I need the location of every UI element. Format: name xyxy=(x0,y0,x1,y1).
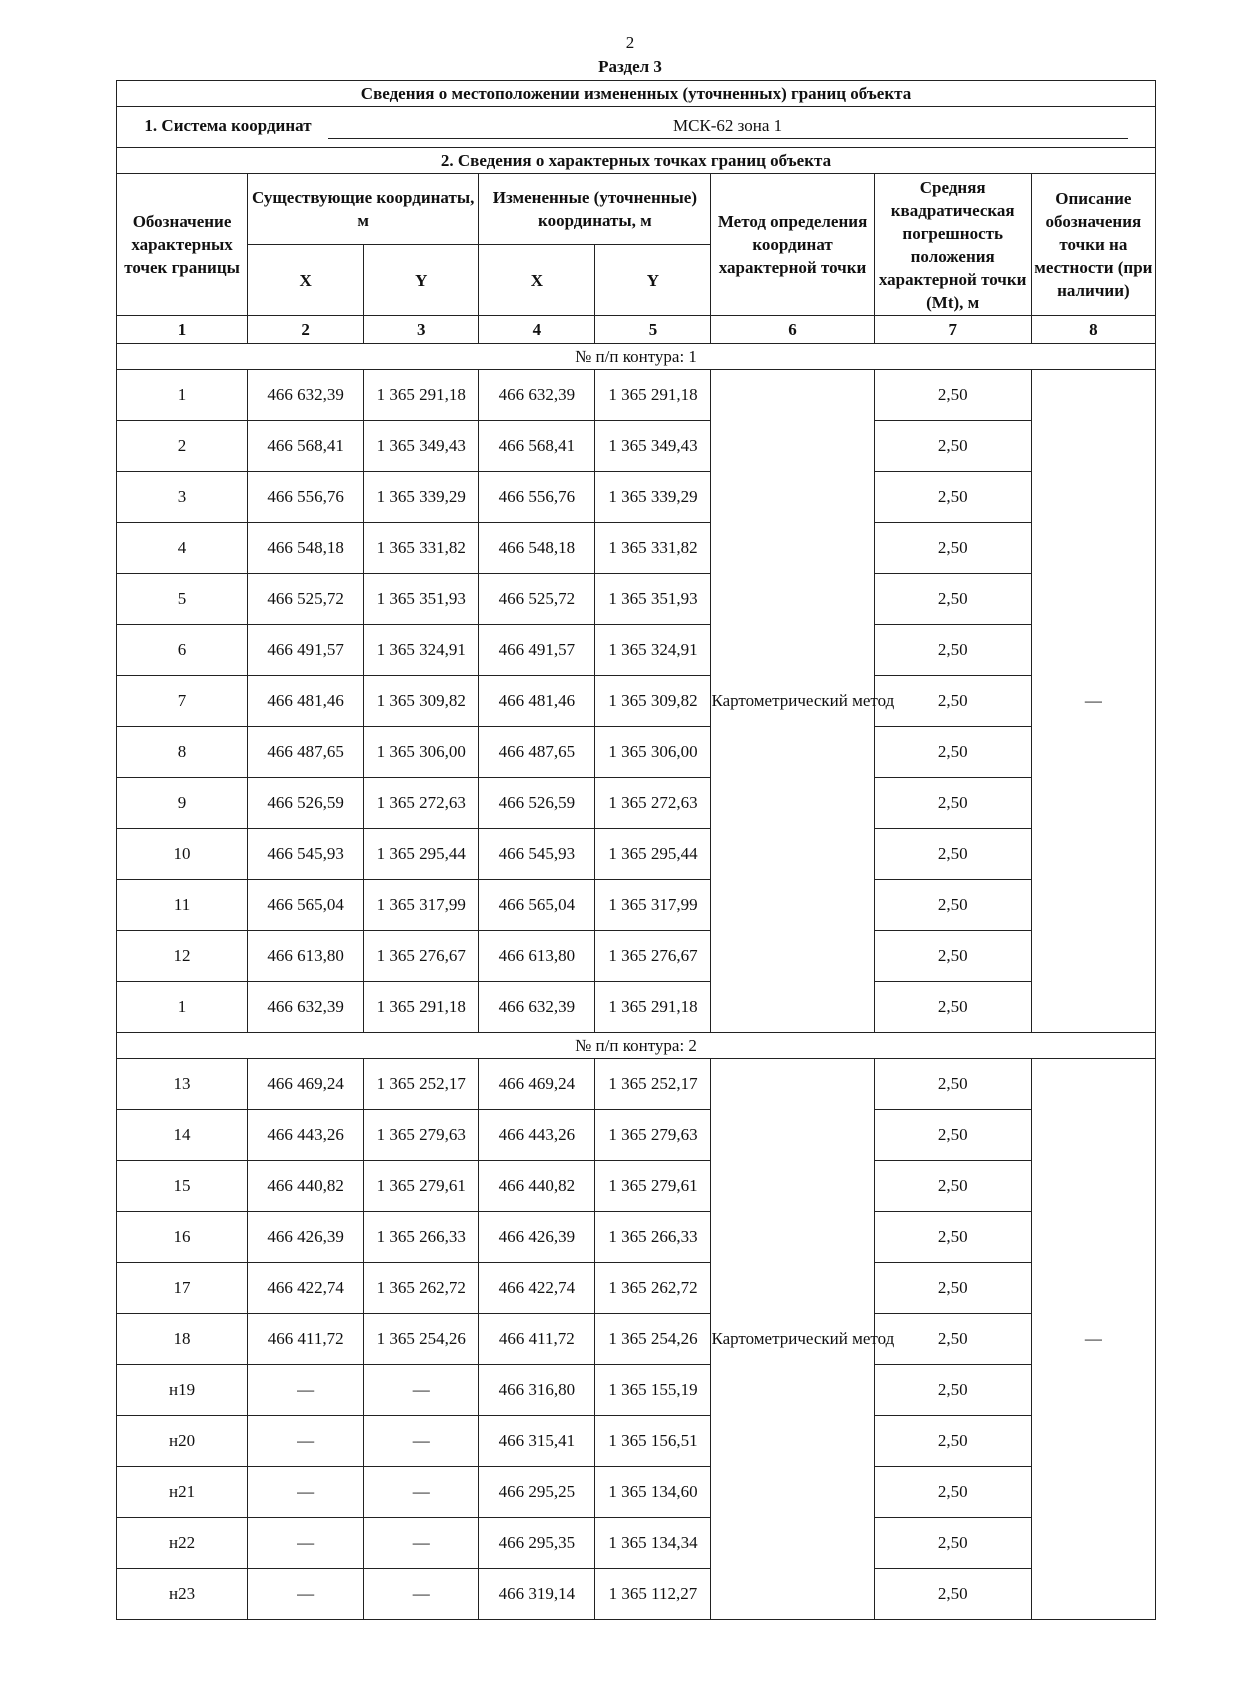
changed-y: 1 365 331,82 xyxy=(595,523,711,574)
changed-y: 1 365 279,63 xyxy=(595,1110,711,1161)
table-row xyxy=(117,982,1156,1033)
existing-x: 466 526,59 xyxy=(248,778,364,829)
table-row xyxy=(117,1110,1156,1161)
mt-value: 2,50 xyxy=(874,1161,1031,1212)
contour-label: № п/п контура: 2 xyxy=(117,1033,1156,1059)
changed-x: 466 440,82 xyxy=(479,1161,595,1212)
changed-x: 466 295,35 xyxy=(479,1518,595,1569)
point-id: 4 xyxy=(117,523,248,574)
changed-y: 1 365 317,99 xyxy=(595,880,711,931)
changed-x: 466 568,41 xyxy=(479,421,595,472)
existing-x: 466 568,41 xyxy=(248,421,364,472)
existing-x: 466 491,57 xyxy=(248,625,364,676)
table-row xyxy=(117,1212,1156,1263)
mt-value: 2,50 xyxy=(874,1263,1031,1314)
existing-x: 466 487,65 xyxy=(248,727,364,778)
existing-x: 466 525,72 xyxy=(248,574,364,625)
section-title: Раздел 3 xyxy=(598,57,662,76)
table-row xyxy=(117,829,1156,880)
mt-value: 2,50 xyxy=(874,1569,1031,1620)
existing-x: — xyxy=(248,1467,364,1518)
existing-y: 1 365 291,18 xyxy=(364,370,479,421)
header-method: Метод определения координат характерной точки xyxy=(711,174,874,316)
changed-x: 466 422,74 xyxy=(479,1263,595,1314)
points-section-title: 2. Сведения о характерных точках границ объекта xyxy=(117,148,1156,174)
contour-label: № п/п контура: 1 xyxy=(117,344,1156,370)
table-row xyxy=(117,1569,1156,1620)
table-row xyxy=(117,1467,1156,1518)
changed-y: 1 365 112,27 xyxy=(595,1569,711,1620)
changed-y: 1 365 134,60 xyxy=(595,1467,711,1518)
existing-y: 1 365 262,72 xyxy=(364,1263,479,1314)
changed-y: 1 365 339,29 xyxy=(595,472,711,523)
point-id: 11 xyxy=(117,880,248,931)
existing-x: 466 613,80 xyxy=(248,931,364,982)
changed-x: 466 315,41 xyxy=(479,1416,595,1467)
changed-y: 1 365 351,93 xyxy=(595,574,711,625)
boundary-table xyxy=(116,80,1156,1620)
mt-value: 2,50 xyxy=(874,625,1031,676)
existing-y: — xyxy=(364,1467,479,1518)
existing-x: 466 556,76 xyxy=(248,472,364,523)
changed-x: 466 632,39 xyxy=(479,982,595,1033)
header-existing-y: Y xyxy=(364,245,479,316)
changed-y: 1 365 155,19 xyxy=(595,1365,711,1416)
mt-value: 2,50 xyxy=(874,1467,1031,1518)
table-row xyxy=(117,1161,1156,1212)
changed-x: 466 548,18 xyxy=(479,523,595,574)
point-id: 8 xyxy=(117,727,248,778)
point-id: н19 xyxy=(117,1365,248,1416)
changed-y: 1 365 254,26 xyxy=(595,1314,711,1365)
changed-y: 1 365 349,43 xyxy=(595,421,711,472)
existing-x: 466 443,26 xyxy=(248,1110,364,1161)
table-row xyxy=(117,1416,1156,1467)
column-number: 1 xyxy=(117,316,248,344)
existing-x: 466 422,74 xyxy=(248,1263,364,1314)
existing-x: 466 469,24 xyxy=(248,1059,364,1110)
changed-y: 1 365 309,82 xyxy=(595,676,711,727)
mt-value: 2,50 xyxy=(874,421,1031,472)
changed-x: 466 613,80 xyxy=(479,931,595,982)
existing-x: 466 548,18 xyxy=(248,523,364,574)
point-id: 1 xyxy=(117,370,248,421)
changed-y: 1 365 252,17 xyxy=(595,1059,711,1110)
existing-x: 466 632,39 xyxy=(248,982,364,1033)
changed-y: 1 365 291,18 xyxy=(595,982,711,1033)
point-id: н22 xyxy=(117,1518,248,1569)
header-point-designation: Обозначение характерных точек границы xyxy=(117,174,248,316)
changed-y: 1 365 266,33 xyxy=(595,1212,711,1263)
column-number: 4 xyxy=(479,316,595,344)
existing-x: — xyxy=(248,1569,364,1620)
existing-y: 1 365 291,18 xyxy=(364,982,479,1033)
table-row xyxy=(117,880,1156,931)
changed-y: 1 365 272,63 xyxy=(595,778,711,829)
table-row xyxy=(117,1263,1156,1314)
existing-y: — xyxy=(364,1569,479,1620)
existing-x: — xyxy=(248,1518,364,1569)
changed-x: 466 632,39 xyxy=(479,370,595,421)
table-row xyxy=(117,778,1156,829)
existing-y: 1 365 331,82 xyxy=(364,523,479,574)
point-id: 3 xyxy=(117,472,248,523)
table-row xyxy=(117,472,1156,523)
existing-x: 466 440,82 xyxy=(248,1161,364,1212)
existing-y: — xyxy=(364,1365,479,1416)
point-id: 17 xyxy=(117,1263,248,1314)
changed-y: 1 365 279,61 xyxy=(595,1161,711,1212)
point-id: 15 xyxy=(117,1161,248,1212)
mt-value: 2,50 xyxy=(874,1212,1031,1263)
point-id: н21 xyxy=(117,1467,248,1518)
changed-y: 1 365 295,44 xyxy=(595,829,711,880)
point-id: 7 xyxy=(117,676,248,727)
existing-y: 1 365 252,17 xyxy=(364,1059,479,1110)
table-row xyxy=(117,370,1156,421)
changed-y: 1 365 262,72 xyxy=(595,1263,711,1314)
changed-x: 466 565,04 xyxy=(479,880,595,931)
table-row xyxy=(117,574,1156,625)
point-id: 18 xyxy=(117,1314,248,1365)
existing-y: — xyxy=(364,1416,479,1467)
point-id: н20 xyxy=(117,1416,248,1467)
point-id: 6 xyxy=(117,625,248,676)
column-number: 2 xyxy=(248,316,364,344)
existing-y: 1 365 295,44 xyxy=(364,829,479,880)
column-number: 8 xyxy=(1031,316,1155,344)
table-row xyxy=(117,1365,1156,1416)
table-row xyxy=(117,523,1156,574)
existing-y: 1 365 324,91 xyxy=(364,625,479,676)
existing-y: 1 365 317,99 xyxy=(364,880,479,931)
existing-y: 1 365 351,93 xyxy=(364,574,479,625)
point-id: 1 xyxy=(117,982,248,1033)
changed-x: 466 526,59 xyxy=(479,778,595,829)
mt-value: 2,50 xyxy=(874,727,1031,778)
point-id: 12 xyxy=(117,931,248,982)
changed-x: 466 481,46 xyxy=(479,676,595,727)
existing-y: — xyxy=(364,1518,479,1569)
existing-x: 466 632,39 xyxy=(248,370,364,421)
table-row xyxy=(117,1518,1156,1569)
point-id: 16 xyxy=(117,1212,248,1263)
mt-value: 2,50 xyxy=(874,523,1031,574)
mt-value: 2,50 xyxy=(874,1365,1031,1416)
changed-y: 1 365 156,51 xyxy=(595,1416,711,1467)
point-id: 5 xyxy=(117,574,248,625)
changed-y: 1 365 306,00 xyxy=(595,727,711,778)
description-cell: — xyxy=(1031,370,1155,1033)
table-row xyxy=(117,931,1156,982)
method-cell: Картометрический метод xyxy=(711,1059,874,1620)
mt-value: 2,50 xyxy=(874,1314,1031,1365)
header-existing-x: X xyxy=(248,245,364,316)
changed-y: 1 365 276,67 xyxy=(595,931,711,982)
table-row xyxy=(117,421,1156,472)
changed-x: 466 469,24 xyxy=(479,1059,595,1110)
existing-y: 1 365 279,63 xyxy=(364,1110,479,1161)
table-row xyxy=(117,676,1156,727)
existing-y: 1 365 254,26 xyxy=(364,1314,479,1365)
mt-value: 2,50 xyxy=(874,982,1031,1033)
mt-value: 2,50 xyxy=(874,880,1031,931)
existing-x: — xyxy=(248,1365,364,1416)
column-number: 6 xyxy=(711,316,874,344)
existing-y: 1 365 276,67 xyxy=(364,931,479,982)
point-id: 10 xyxy=(117,829,248,880)
mt-value: 2,50 xyxy=(874,472,1031,523)
header-changed-y: Y xyxy=(595,245,711,316)
existing-y: 1 365 349,43 xyxy=(364,421,479,472)
changed-x: 466 295,25 xyxy=(479,1467,595,1518)
existing-y: 1 365 272,63 xyxy=(364,778,479,829)
changed-x: 466 487,65 xyxy=(479,727,595,778)
coordinate-system-value: МСК-62 зона 1 xyxy=(328,116,1128,139)
mt-value: 2,50 xyxy=(874,778,1031,829)
changed-x: 466 411,72 xyxy=(479,1314,595,1365)
mt-value: 2,50 xyxy=(874,1059,1031,1110)
header-existing-coordinates: Существующие координаты, м xyxy=(248,174,479,245)
mt-value: 2,50 xyxy=(874,1518,1031,1569)
existing-y: 1 365 339,29 xyxy=(364,472,479,523)
changed-x: 466 525,72 xyxy=(479,574,595,625)
changed-y: 1 365 134,34 xyxy=(595,1518,711,1569)
table-row xyxy=(117,1314,1156,1365)
changed-x: 466 545,93 xyxy=(479,829,595,880)
mt-value: 2,50 xyxy=(874,829,1031,880)
point-id: 2 xyxy=(117,421,248,472)
mt-value: 2,50 xyxy=(874,1416,1031,1467)
method-cell: Картометрический метод xyxy=(711,370,874,1033)
existing-y: 1 365 306,00 xyxy=(364,727,479,778)
column-number: 5 xyxy=(595,316,711,344)
header-description: Описание обозначения точки на местности (при наличии) xyxy=(1031,174,1155,316)
existing-y: 1 365 309,82 xyxy=(364,676,479,727)
column-number: 3 xyxy=(364,316,479,344)
changed-y: 1 365 324,91 xyxy=(595,625,711,676)
changed-x: 466 443,26 xyxy=(479,1110,595,1161)
existing-x: 466 545,93 xyxy=(248,829,364,880)
table-row xyxy=(117,1059,1156,1110)
mt-value: 2,50 xyxy=(874,676,1031,727)
changed-x: 466 319,14 xyxy=(479,1569,595,1620)
point-id: 13 xyxy=(117,1059,248,1110)
existing-x: 466 481,46 xyxy=(248,676,364,727)
existing-x: — xyxy=(248,1416,364,1467)
page-number: 2 xyxy=(625,33,635,52)
header-changed-coordinates: Измененные (уточненные) координаты, м xyxy=(479,174,711,245)
point-id: н23 xyxy=(117,1569,248,1620)
point-id: 9 xyxy=(117,778,248,829)
coordinate-system-row xyxy=(117,107,1156,148)
mt-value: 2,50 xyxy=(874,370,1031,421)
table-title: Сведения о местоположении измененных (уточненных) границ объекта xyxy=(117,81,1156,107)
coordinate-system-label: 1. Система координат xyxy=(144,115,312,135)
point-id: 14 xyxy=(117,1110,248,1161)
existing-x: 466 565,04 xyxy=(248,880,364,931)
header-mt: Средняя квадратическая погрешность положения характерной точки (Mt), м xyxy=(874,174,1031,316)
existing-y: 1 365 266,33 xyxy=(364,1212,479,1263)
mt-value: 2,50 xyxy=(874,1110,1031,1161)
changed-x: 466 316,80 xyxy=(479,1365,595,1416)
existing-y: 1 365 279,61 xyxy=(364,1161,479,1212)
header-changed-x: X xyxy=(479,245,595,316)
changed-x: 466 426,39 xyxy=(479,1212,595,1263)
column-number: 7 xyxy=(874,316,1031,344)
changed-x: 466 491,57 xyxy=(479,625,595,676)
table-row xyxy=(117,625,1156,676)
table-row xyxy=(117,727,1156,778)
existing-x: 466 411,72 xyxy=(248,1314,364,1365)
changed-x: 466 556,76 xyxy=(479,472,595,523)
existing-x: 466 426,39 xyxy=(248,1212,364,1263)
description-cell: — xyxy=(1031,1059,1155,1620)
mt-value: 2,50 xyxy=(874,931,1031,982)
mt-value: 2,50 xyxy=(874,574,1031,625)
changed-y: 1 365 291,18 xyxy=(595,370,711,421)
